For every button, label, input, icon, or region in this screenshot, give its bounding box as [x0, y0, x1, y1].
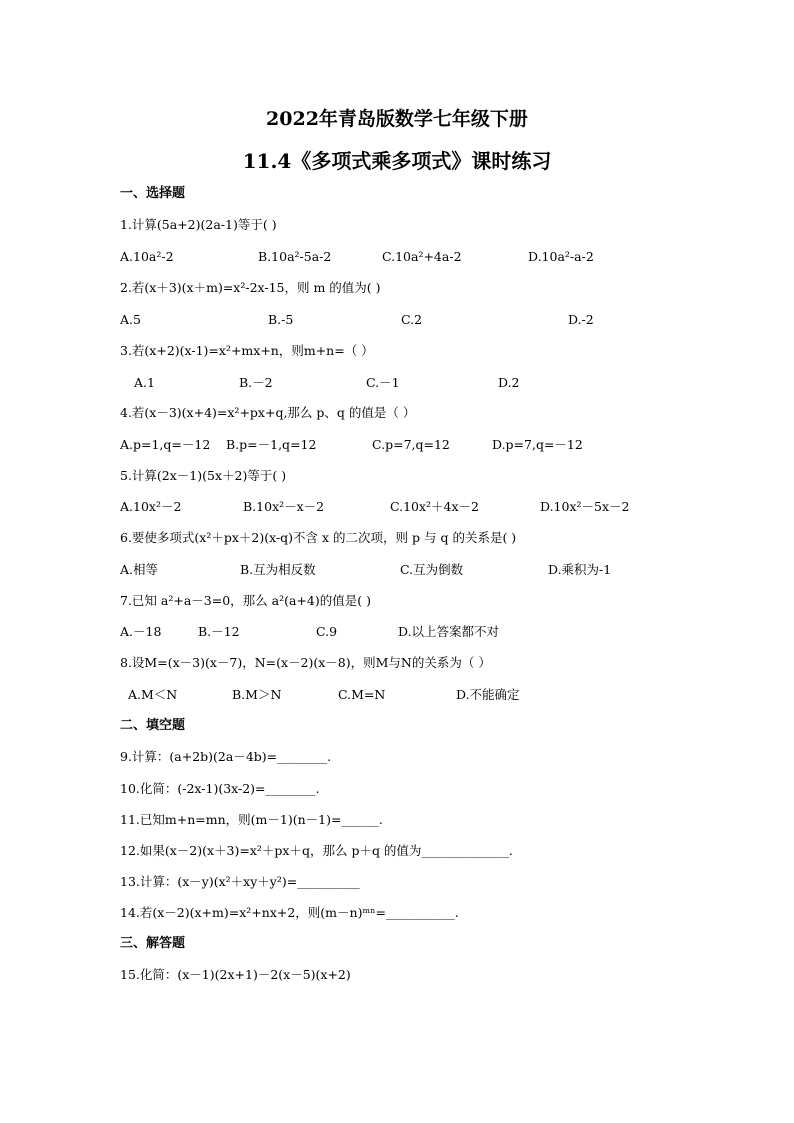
section-choice: 一、选择题 [120, 186, 186, 201]
section-solve: 三、解答题 [120, 936, 186, 951]
question-7: 7.已知 a²+a－3=0，那么 a²(a+4)的值是( ) [120, 593, 371, 608]
q6-option-d: D.乘积为-1 [548, 562, 612, 577]
question-12: 12.如果(x－2)(x＋3)=x²＋px＋q，那么 p＋q 的值为______________. [120, 843, 513, 858]
question-3: 3.若(x+2)(x-1)=x²+mx+n，则m+n=（ ） [120, 343, 374, 358]
q2-option-c: C.2 [401, 312, 423, 327]
question-8: 8.设M=(x－3)(x－7)，N=(x－2)(x－8)，则M与N的关系为（ ） [120, 655, 491, 670]
q8-option-b: B.M＞N [232, 687, 282, 702]
q7-option-b: B.－12 [198, 624, 240, 639]
q4-option-b: B.p=－1,q=12 [226, 437, 317, 452]
q3-option-b: B.－2 [239, 375, 273, 390]
section-fill: 二、填空题 [120, 718, 186, 733]
q7-option-c: C.9 [316, 624, 338, 639]
question-10: 10.化简：(-2x-1)(3x-2)=________. [120, 781, 320, 796]
q8-option-d: D.不能确定 [456, 687, 520, 702]
q5-option-d: D.10x²－5x－2 [540, 499, 630, 514]
q2-option-b: B.-5 [268, 312, 294, 327]
q5-option-b: B.10x²－x－2 [243, 499, 325, 514]
q1-option-c: C.10a²+4a-2 [382, 249, 462, 264]
q3-option-d: D.2 [498, 375, 520, 390]
q4-option-a: A.p=1,q=－12 [120, 437, 211, 452]
q8-option-c: C.M=N [338, 687, 386, 702]
question-15: 15.化简：(x－1)(2x+1)－2(x－5)(x+2) [120, 967, 351, 982]
q6-option-b: B.互为相反数 [240, 562, 316, 577]
doc-title: 2022年青岛版数学七年级下册 [266, 108, 528, 130]
q4-option-c: C.p=7,q=12 [372, 437, 450, 452]
q8-option-a: A.M＜N [128, 687, 178, 702]
question-11: 11.已知m+n=mn，则(m－1)(n－1)=______. [120, 812, 383, 827]
q7-option-a: A.－18 [120, 624, 162, 639]
q6-option-a: A.相等 [120, 562, 159, 577]
q6-option-c: C.互为倒数 [400, 562, 464, 577]
q1-option-a: A.10a²-2 [120, 249, 174, 264]
question-1: 1.计算(5a+2)(2a-1)等于( ) [120, 217, 277, 232]
question-4: 4.若(x－3)(x+4)=x²+px+q,那么 p、q 的值是（ ） [120, 405, 416, 420]
q1-option-b: B.10a²-5a-2 [258, 249, 332, 264]
q2-option-a: A.5 [120, 312, 141, 327]
q3-option-c: C.－1 [366, 375, 400, 390]
q7-option-d: D.以上答案都不对 [398, 624, 500, 639]
question-2: 2.若(x＋3)(x＋m)=x²-2x-15，则 m 的值为( ) [120, 280, 381, 295]
question-6: 6.要使多项式(x²＋px＋2)(x-q)不含 x 的二次项，则 p 与 q 的关系是( ) [120, 530, 517, 545]
q4-option-d: D.p=7,q=－12 [492, 437, 583, 452]
q3-option-a: A.1 [134, 375, 155, 390]
q5-option-c: C.10x²＋4x－2 [390, 499, 480, 514]
q2-option-d: D.-2 [568, 312, 594, 327]
question-14: 14.若(x－2)(x+m)=x²+nx+2，则(m－n)ᵐⁿ=___________. [120, 905, 459, 920]
question-13: 13.计算：(x－y)(x²＋xy＋y²)=__________ [120, 874, 360, 889]
question-9: 9.计算：(a+2b)(2a－4b)=________. [120, 749, 332, 764]
q5-option-a: A.10x²－2 [120, 499, 182, 514]
question-5: 5.计算(2x－1)(5x＋2)等于( ) [120, 468, 287, 483]
q1-option-d: D.10a²-a-2 [528, 249, 594, 264]
doc-subtitle: 11.4《多项式乘多项式》课时练习 [242, 149, 552, 173]
